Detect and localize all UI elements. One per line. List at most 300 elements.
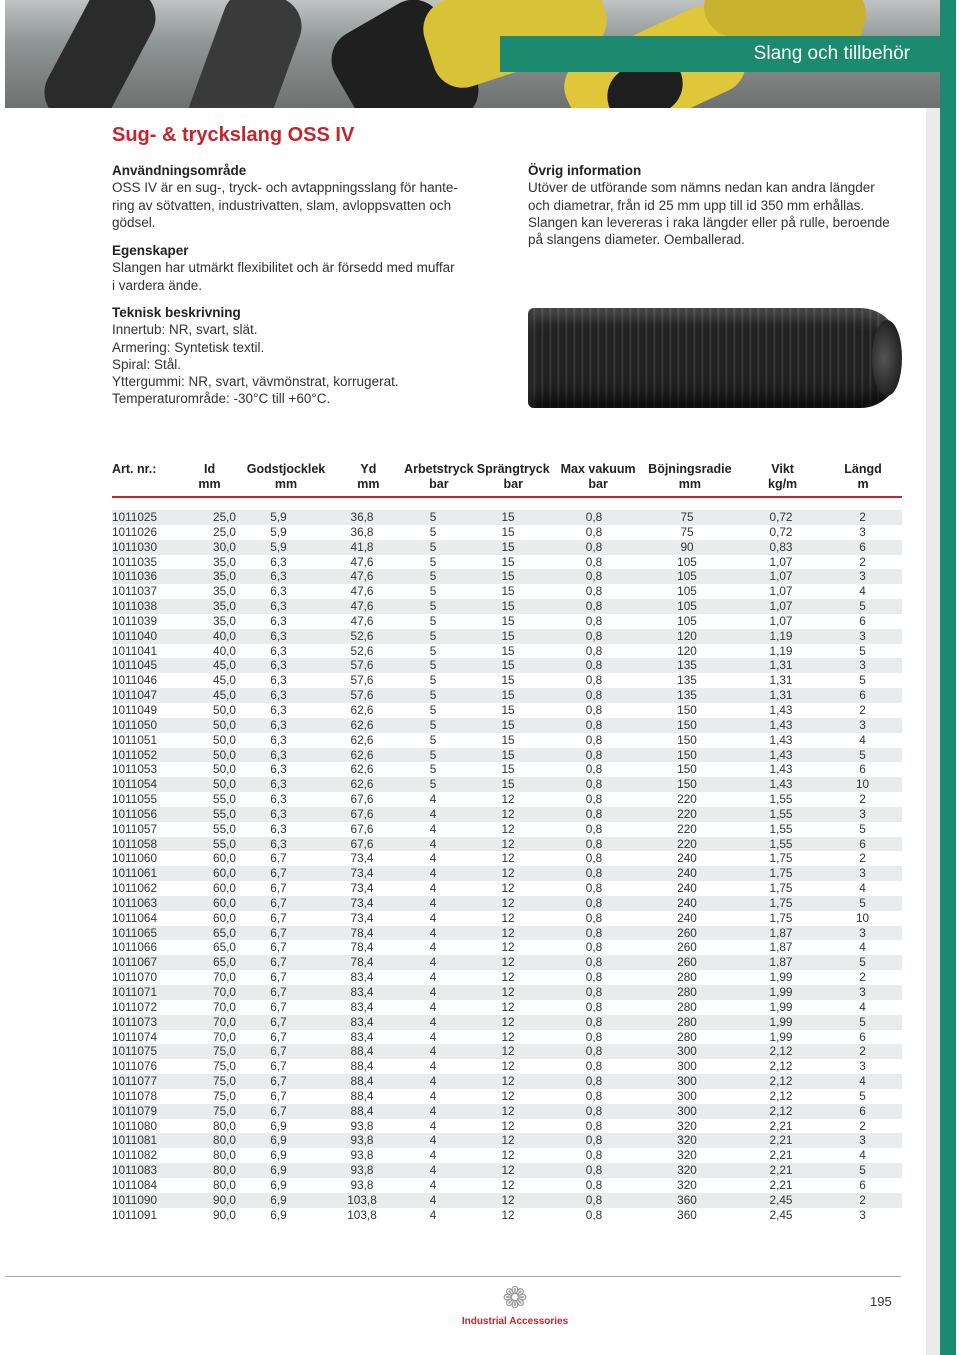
table-cell: 2 bbox=[859, 702, 866, 717]
table-cell: 6,7 bbox=[270, 940, 287, 955]
table-cell: 0,8 bbox=[585, 999, 603, 1014]
table-cell: 240 bbox=[677, 895, 697, 910]
table-cell: 1011070 bbox=[112, 970, 158, 985]
column-header-unit: mm bbox=[357, 477, 380, 491]
footer-divider bbox=[5, 1276, 901, 1277]
table-cell: 93,8 bbox=[350, 1148, 374, 1163]
table-cell: 1011060 bbox=[112, 851, 158, 866]
table-cell: 35,0 bbox=[213, 584, 236, 599]
table-cell: 5 bbox=[859, 1163, 866, 1178]
table-cell: 15 bbox=[501, 673, 515, 688]
table-row bbox=[112, 777, 902, 792]
table-cell: 2,21 bbox=[769, 1118, 793, 1133]
table-cell: 60,0 bbox=[213, 866, 236, 881]
table-cell: 1011091 bbox=[112, 1207, 158, 1222]
table-cell: 3 bbox=[859, 569, 866, 584]
table-cell: 1,07 bbox=[769, 599, 793, 614]
table-cell: 0,8 bbox=[585, 1133, 603, 1148]
table-cell: 5 bbox=[859, 1014, 866, 1029]
table-cell: 1,75 bbox=[769, 866, 793, 881]
table-cell: 1011080 bbox=[112, 1118, 158, 1133]
company-logo bbox=[460, 1282, 570, 1332]
table-cell: 6,7 bbox=[270, 881, 287, 896]
table-cell: 240 bbox=[677, 910, 697, 925]
table-cell: 3 bbox=[859, 1059, 866, 1074]
table-cell: 135 bbox=[677, 658, 697, 673]
table-cell: 15 bbox=[501, 524, 515, 539]
table-cell: 75 bbox=[680, 510, 694, 524]
table-row bbox=[112, 926, 902, 941]
table-cell: 50,0 bbox=[213, 747, 236, 762]
column-header-label: Längd bbox=[844, 462, 882, 476]
table-cell: 4 bbox=[429, 866, 437, 881]
table-cell: 2 bbox=[859, 792, 866, 807]
usage-heading: Användningsområde bbox=[112, 163, 247, 178]
table-cell: 0,8 bbox=[585, 777, 603, 792]
table-row bbox=[112, 1119, 902, 1134]
table-cell: 80,0 bbox=[213, 1133, 236, 1148]
table-cell: 6,7 bbox=[270, 1014, 287, 1029]
table-row bbox=[112, 733, 902, 748]
column-header bbox=[639, 462, 742, 496]
table-cell: 6,3 bbox=[270, 673, 287, 688]
table-cell: 6,3 bbox=[270, 762, 287, 777]
table-cell: 45,0 bbox=[213, 658, 236, 673]
table-cell: 1011057 bbox=[112, 821, 158, 836]
table-row bbox=[112, 837, 902, 852]
table-cell: 0,8 bbox=[585, 1059, 603, 1074]
table-cell: 0,72 bbox=[769, 510, 793, 524]
table-cell: 5 bbox=[429, 524, 437, 539]
table-cell: 4 bbox=[429, 940, 437, 955]
table-cell: 67,6 bbox=[350, 792, 374, 807]
table-cell: 0,8 bbox=[585, 1014, 603, 1029]
table-cell: 2,21 bbox=[769, 1148, 793, 1163]
column-header-label: Yd bbox=[360, 462, 377, 476]
table-cell: 6,3 bbox=[270, 777, 287, 792]
table-cell: 1,43 bbox=[769, 762, 793, 777]
table-cell: 70,0 bbox=[213, 999, 236, 1014]
table-cell: 12 bbox=[501, 1133, 515, 1148]
table-cell: 36,8 bbox=[350, 510, 374, 524]
table-cell: 47,6 bbox=[350, 599, 374, 614]
table-cell: 260 bbox=[677, 925, 697, 940]
table-cell: 0,8 bbox=[585, 851, 603, 866]
table-cell: 0,8 bbox=[585, 762, 603, 777]
table-cell: 6,7 bbox=[270, 866, 287, 881]
table-cell: 52,6 bbox=[350, 628, 374, 643]
table-cell: 300 bbox=[677, 1059, 697, 1074]
technical-line: Yttergummi: NR, svart, vävmönstrat, korrugerat. bbox=[112, 374, 399, 390]
table-cell: 4 bbox=[859, 1074, 866, 1089]
column-header-label: Arbetstryck bbox=[404, 462, 474, 476]
column-header-unit: bar bbox=[429, 477, 449, 491]
table-row bbox=[112, 866, 902, 881]
column-header bbox=[824, 462, 902, 496]
table-cell: 105 bbox=[677, 599, 697, 614]
table-cell: 6,7 bbox=[270, 970, 287, 985]
table-cell: 6,9 bbox=[270, 1207, 287, 1222]
table-cell: 15 bbox=[501, 584, 515, 599]
table-cell: 80,0 bbox=[213, 1148, 236, 1163]
spec-table bbox=[112, 462, 902, 1223]
column-header bbox=[175, 462, 244, 496]
table-cell: 1,87 bbox=[769, 940, 793, 955]
table-cell: 1011077 bbox=[112, 1074, 158, 1089]
table-cell: 1011056 bbox=[112, 806, 158, 821]
column-header bbox=[328, 462, 409, 496]
table-cell: 2 bbox=[859, 851, 866, 866]
table-cell: 83,4 bbox=[350, 999, 374, 1014]
table-cell: 320 bbox=[677, 1133, 697, 1148]
table-cell: 5 bbox=[859, 821, 866, 836]
table-cell: 5 bbox=[429, 747, 437, 762]
table-cell: 5 bbox=[429, 717, 437, 732]
table-cell: 6,3 bbox=[270, 628, 287, 643]
table-cell: 300 bbox=[677, 1088, 697, 1103]
table-cell: 4 bbox=[859, 584, 866, 599]
table-cell: 0,8 bbox=[585, 940, 603, 955]
table-cell: 1011084 bbox=[112, 1177, 158, 1192]
table-cell: 6 bbox=[859, 1177, 866, 1192]
table-cell: 10 bbox=[855, 777, 870, 792]
table-cell: 5 bbox=[429, 510, 437, 524]
table-cell: 67,6 bbox=[350, 836, 374, 851]
table-cell: 2,45 bbox=[769, 1207, 793, 1222]
column-header-unit: mm bbox=[678, 477, 701, 491]
table-cell: 6,7 bbox=[270, 1044, 287, 1059]
table-cell: 6,3 bbox=[270, 747, 287, 762]
table-cell: 1011061 bbox=[112, 866, 158, 881]
table-cell: 300 bbox=[677, 1074, 697, 1089]
table-cell: 4 bbox=[429, 1133, 437, 1148]
table-cell: 0,8 bbox=[585, 643, 603, 658]
table-cell: 12 bbox=[501, 851, 515, 866]
table-cell: 0,8 bbox=[585, 584, 603, 599]
table-cell: 1,31 bbox=[769, 688, 793, 703]
technical-heading: Teknisk beskrivning bbox=[112, 305, 241, 320]
column-header-label: Godstjocklek bbox=[246, 462, 326, 476]
table-cell: 4 bbox=[429, 1177, 437, 1192]
table-cell: 6 bbox=[859, 762, 866, 777]
table-row bbox=[112, 881, 902, 896]
table-cell: 4 bbox=[429, 1148, 437, 1163]
table-body bbox=[112, 510, 902, 1223]
usage-line: gödsel. bbox=[112, 214, 156, 230]
table-cell: 4 bbox=[429, 836, 437, 851]
table-cell: 5 bbox=[429, 599, 437, 614]
table-cell: 5 bbox=[429, 732, 437, 747]
properties-line: Slangen har utmärkt flexibilitet och är försedd med muffar bbox=[112, 260, 455, 276]
table-row bbox=[112, 614, 902, 629]
table-cell: 4 bbox=[859, 999, 866, 1014]
table-cell: 5 bbox=[429, 762, 437, 777]
table-cell: 1011065 bbox=[112, 925, 158, 940]
column-header-unit: kg/m bbox=[768, 477, 798, 491]
table-cell: 5 bbox=[429, 777, 437, 792]
table-cell: 6,3 bbox=[270, 584, 287, 599]
other-info-line: på slangens diameter. Oemballerad. bbox=[528, 232, 745, 248]
table-cell: 2,12 bbox=[769, 1044, 793, 1059]
table-cell: 150 bbox=[677, 762, 697, 777]
table-cell: 6,3 bbox=[270, 613, 287, 628]
table-cell: 0,83 bbox=[769, 539, 793, 554]
table-cell: 3 bbox=[859, 806, 866, 821]
table-cell: 120 bbox=[677, 628, 697, 643]
table-cell: 5 bbox=[859, 673, 866, 688]
table-cell: 83,4 bbox=[350, 1014, 374, 1029]
table-cell: 5,9 bbox=[270, 524, 287, 539]
table-cell: 3 bbox=[859, 985, 866, 999]
table-cell: 12 bbox=[501, 925, 515, 940]
table-cell: 5 bbox=[429, 673, 437, 688]
table-row bbox=[112, 955, 902, 970]
table-cell: 220 bbox=[677, 806, 697, 821]
table-cell: 0,8 bbox=[585, 539, 603, 554]
table-cell: 1,43 bbox=[769, 702, 793, 717]
table-row bbox=[112, 970, 902, 985]
table-cell: 15 bbox=[501, 613, 515, 628]
column-header-unit: bar bbox=[588, 477, 608, 491]
table-cell: 0,8 bbox=[585, 702, 603, 717]
table-row bbox=[112, 703, 902, 718]
table-cell: 1,75 bbox=[769, 881, 793, 896]
table-cell: 1011074 bbox=[112, 1029, 158, 1044]
table-cell: 0,8 bbox=[585, 806, 603, 821]
table-cell: 73,4 bbox=[350, 851, 374, 866]
table-cell: 5 bbox=[429, 643, 437, 658]
table-cell: 12 bbox=[501, 1118, 515, 1133]
table-cell: 62,6 bbox=[350, 762, 374, 777]
table-cell: 360 bbox=[677, 1192, 697, 1207]
table-cell: 78,4 bbox=[350, 955, 374, 970]
table-cell: 12 bbox=[501, 895, 515, 910]
table-cell: 240 bbox=[677, 881, 697, 896]
table-cell: 1011051 bbox=[112, 732, 158, 747]
table-cell: 70,0 bbox=[213, 985, 236, 999]
column-header-unit: mm bbox=[198, 477, 221, 491]
table-cell: 0,8 bbox=[585, 1088, 603, 1103]
table-cell: 1011039 bbox=[112, 613, 158, 628]
table-cell: 55,0 bbox=[213, 806, 236, 821]
table-cell: 0,8 bbox=[585, 1148, 603, 1163]
table-cell: 280 bbox=[677, 985, 697, 999]
table-cell: 280 bbox=[677, 970, 697, 985]
table-cell: 1011090 bbox=[112, 1192, 158, 1207]
table-cell: 45,0 bbox=[213, 673, 236, 688]
table-cell: 6,9 bbox=[270, 1177, 287, 1192]
table-cell: 0,8 bbox=[585, 599, 603, 614]
table-cell: 220 bbox=[677, 836, 697, 851]
table-cell: 1011075 bbox=[112, 1044, 158, 1059]
table-row bbox=[112, 1178, 902, 1193]
table-cell: 4 bbox=[429, 1192, 437, 1207]
table-cell: 0,8 bbox=[585, 1163, 603, 1178]
table-cell: 360 bbox=[677, 1207, 697, 1222]
properties-section bbox=[112, 242, 492, 294]
column-header-label: Id bbox=[203, 462, 216, 476]
table-cell: 1011081 bbox=[112, 1133, 158, 1148]
table-cell: 1,43 bbox=[769, 777, 793, 792]
table-cell: 105 bbox=[677, 569, 697, 584]
table-cell: 15 bbox=[501, 732, 515, 747]
table-cell: 15 bbox=[501, 599, 515, 614]
table-cell: 0,8 bbox=[585, 1103, 603, 1118]
table-cell: 320 bbox=[677, 1177, 697, 1192]
table-cell: 1,07 bbox=[769, 554, 793, 569]
table-cell: 2,21 bbox=[769, 1177, 793, 1192]
table-cell: 2,12 bbox=[769, 1103, 793, 1118]
table-cell: 1011041 bbox=[112, 643, 158, 658]
section-title: Slang och tillbehör bbox=[500, 36, 940, 72]
table-cell: 280 bbox=[677, 999, 697, 1014]
table-cell: 0,8 bbox=[585, 821, 603, 836]
table-row bbox=[112, 1208, 902, 1223]
table-cell: 15 bbox=[501, 658, 515, 673]
table-cell: 1011064 bbox=[112, 910, 158, 925]
technical-line: Armering: Syntetisk textil. bbox=[112, 339, 265, 355]
table-cell: 73,4 bbox=[350, 910, 374, 925]
table-cell: 25,0 bbox=[213, 510, 236, 524]
table-cell: 6,9 bbox=[270, 1133, 287, 1148]
table-cell: 1011037 bbox=[112, 584, 158, 599]
table-cell: 5 bbox=[429, 658, 437, 673]
table-cell: 15 bbox=[501, 539, 515, 554]
table-cell: 4 bbox=[429, 1014, 437, 1029]
table-cell: 15 bbox=[501, 643, 515, 658]
table-cell: 120 bbox=[677, 643, 697, 658]
table-cell: 6,9 bbox=[270, 1148, 287, 1163]
table-cell: 2 bbox=[859, 970, 866, 985]
table-cell: 1011040 bbox=[112, 628, 158, 643]
table-cell: 300 bbox=[677, 1044, 697, 1059]
table-cell: 93,8 bbox=[350, 1163, 374, 1178]
table-cell: 15 bbox=[501, 569, 515, 584]
table-cell: 2 bbox=[859, 1044, 866, 1059]
table-cell: 12 bbox=[501, 792, 515, 807]
column-header bbox=[558, 462, 639, 496]
table-cell: 15 bbox=[501, 717, 515, 732]
table-cell: 12 bbox=[501, 955, 515, 970]
table-row bbox=[112, 718, 902, 733]
table-cell: 1011038 bbox=[112, 599, 158, 614]
table-cell: 6,7 bbox=[270, 999, 287, 1014]
hose-product-image bbox=[528, 308, 900, 408]
table-cell: 80,0 bbox=[213, 1177, 236, 1192]
table-cell: 1011025 bbox=[112, 510, 158, 524]
table-cell: 0,8 bbox=[585, 1118, 603, 1133]
table-cell: 5 bbox=[859, 955, 866, 970]
table-cell: 105 bbox=[677, 554, 697, 569]
table-cell: 6,7 bbox=[270, 985, 287, 999]
table-cell: 90,0 bbox=[213, 1207, 236, 1222]
table-cell: 4 bbox=[429, 821, 437, 836]
page-number: 195 bbox=[870, 1294, 892, 1309]
table-cell: 52,6 bbox=[350, 643, 374, 658]
table-cell: 6,7 bbox=[270, 1088, 287, 1103]
table-cell: 4 bbox=[429, 970, 437, 985]
table-cell: 93,8 bbox=[350, 1133, 374, 1148]
table-cell: 50,0 bbox=[213, 732, 236, 747]
table-cell: 1011058 bbox=[112, 836, 158, 851]
table-cell: 5 bbox=[859, 599, 866, 614]
table-row bbox=[112, 540, 902, 555]
table-cell: 12 bbox=[501, 999, 515, 1014]
table-cell: 1011026 bbox=[112, 524, 158, 539]
table-cell: 50,0 bbox=[213, 762, 236, 777]
table-cell: 6,3 bbox=[270, 821, 287, 836]
column-header-label: Art. nr.: bbox=[112, 462, 157, 476]
table-cell: 1011076 bbox=[112, 1059, 158, 1074]
table-cell: 6,9 bbox=[270, 1118, 287, 1133]
table-cell: 6,7 bbox=[270, 925, 287, 940]
table-cell: 40,0 bbox=[213, 628, 236, 643]
table-cell: 103,8 bbox=[347, 1192, 377, 1207]
table-cell: 0,8 bbox=[585, 658, 603, 673]
table-cell: 6,3 bbox=[270, 599, 287, 614]
table-cell: 62,6 bbox=[350, 777, 374, 792]
table-cell: 4 bbox=[859, 1148, 866, 1163]
table-cell: 6,7 bbox=[270, 1029, 287, 1044]
table-cell: 240 bbox=[677, 851, 697, 866]
table-cell: 4 bbox=[429, 1103, 437, 1118]
table-cell: 10 bbox=[855, 910, 870, 925]
table-cell: 6,7 bbox=[270, 910, 287, 925]
table-cell: 4 bbox=[429, 1059, 437, 1074]
table-cell: 1,43 bbox=[769, 717, 793, 732]
table-row bbox=[112, 629, 902, 644]
table-cell: 60,0 bbox=[213, 851, 236, 866]
table-row bbox=[112, 510, 902, 525]
table-cell: 1,99 bbox=[769, 985, 793, 999]
table-cell: 150 bbox=[677, 702, 697, 717]
table-cell: 47,6 bbox=[350, 613, 374, 628]
table-cell: 50,0 bbox=[213, 717, 236, 732]
column-header bbox=[244, 462, 328, 496]
table-cell: 35,0 bbox=[213, 554, 236, 569]
table-cell: 4 bbox=[429, 1207, 437, 1222]
table-cell: 2 bbox=[859, 554, 866, 569]
properties-heading: Egenskaper bbox=[112, 243, 189, 258]
table-cell: 4 bbox=[429, 955, 437, 970]
table-cell: 12 bbox=[501, 1207, 515, 1222]
table-cell: 75,0 bbox=[213, 1103, 236, 1118]
table-cell: 1,19 bbox=[769, 643, 793, 658]
technical-line: Innertub: NR, svart, slät. bbox=[112, 322, 258, 338]
table-cell: 15 bbox=[501, 628, 515, 643]
table-cell: 300 bbox=[677, 1103, 697, 1118]
table-cell: 3 bbox=[859, 524, 866, 539]
table-cell: 4 bbox=[429, 881, 437, 896]
table-header bbox=[112, 462, 902, 498]
table-cell: 12 bbox=[501, 1059, 515, 1074]
table-cell: 3 bbox=[859, 717, 866, 732]
table-cell: 1011045 bbox=[112, 658, 158, 673]
table-cell: 4 bbox=[429, 999, 437, 1014]
table-row bbox=[112, 896, 902, 911]
table-cell: 5 bbox=[429, 584, 437, 599]
table-cell: 65,0 bbox=[213, 925, 236, 940]
table-row bbox=[112, 555, 902, 570]
table-cell: 1011036 bbox=[112, 569, 158, 584]
table-cell: 1,99 bbox=[769, 999, 793, 1014]
table-cell: 80,0 bbox=[213, 1118, 236, 1133]
table-cell: 47,6 bbox=[350, 584, 374, 599]
table-row bbox=[112, 1074, 902, 1089]
table-cell: 1,43 bbox=[769, 732, 793, 747]
table-cell: 1011030 bbox=[112, 539, 158, 554]
table-cell: 3 bbox=[859, 1133, 866, 1148]
